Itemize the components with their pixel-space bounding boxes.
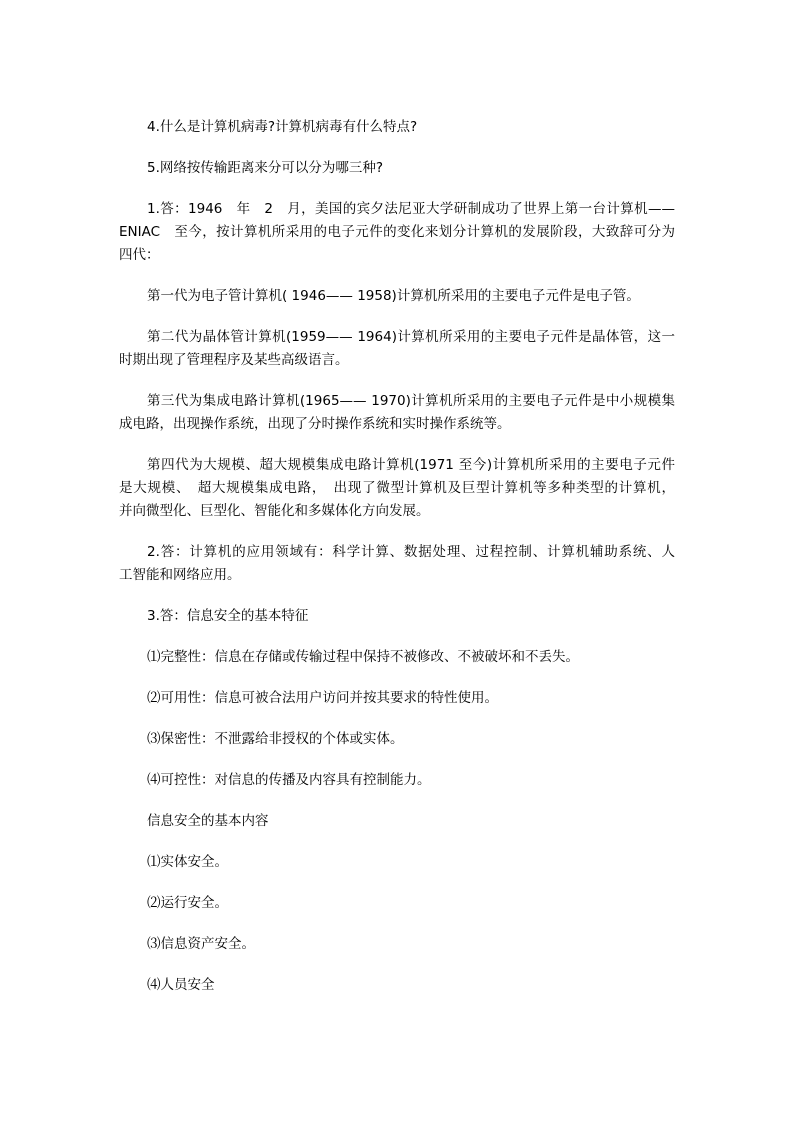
paragraph-line: 时期出现了管理程序及某些高级语言。 (119, 352, 349, 368)
paragraph-line: 是大规模、 超大规模集成电路， 出现了微型计算机及巨型计算机等多种类型的计算机， (119, 480, 675, 496)
document-body (119, 116, 675, 1015)
paragraph (119, 851, 675, 874)
paragraph (119, 157, 675, 180)
paragraph (119, 687, 675, 710)
paragraph-line: 第一代为电子管计算机( 1946—— 1958)计算机所采用的主要电子元件是电子管。 (147, 288, 640, 304)
paragraph-line: 1.答：1946 年 2 月，美国的宾夕法尼亚大学研制成功了世界上第一台计算机—— (147, 201, 675, 217)
paragraph (119, 605, 675, 628)
paragraph (119, 390, 675, 436)
paragraph-line: 3.答：信息安全的基本特征 (147, 608, 309, 624)
paragraph (119, 326, 675, 372)
paragraph (119, 116, 675, 139)
paragraph (119, 454, 675, 523)
paragraph-line: 第三代为集成电路计算机(1965—— 1970)计算机所采用的主要电子元件是中小规模集 (147, 393, 675, 409)
paragraph-line: 4.什么是计算机病毒?计算机病毒有什么特点? (147, 119, 418, 135)
paragraph-line: ⑷人员安全 (147, 977, 215, 993)
paragraph (119, 933, 675, 956)
paragraph-line: 5.网络按传输距离来分可以分为哪三种? (147, 160, 384, 176)
paragraph (119, 728, 675, 751)
paragraph-line: 工智能和网络应用。 (119, 567, 241, 583)
paragraph (119, 285, 675, 308)
paragraph (119, 541, 675, 587)
paragraph-line: ⑶信息资产安全。 (147, 936, 255, 952)
paragraph-line: 信息安全的基本内容 (147, 813, 269, 829)
paragraph (119, 974, 675, 997)
paragraph (119, 810, 675, 833)
paragraph-line: ENIAC 至今，按计算机所采用的电子元件的变化来划分计算机的发展阶段，大致辞可分为 (119, 224, 675, 240)
paragraph-line: ⑴完整性：信息在存储或传输过程中保持不被修改、不被破坏和不丢失。 (147, 649, 579, 665)
paragraph-line: 第四代为大规模、超大规模集成电路计算机(1971 至今)计算机所采用的主要电子元件 (147, 457, 675, 473)
paragraph-line: 并向微型化、巨型化、智能化和多媒体化方向发展。 (119, 503, 430, 519)
paragraph-line: ⑵运行安全。 (147, 895, 228, 911)
paragraph-line: 第二代为晶体管计算机(1959—— 1964)计算机所采用的主要电子元件是晶体管，这一 (147, 329, 675, 345)
paragraph-line: ⑷可控性：对信息的传播及内容具有控制能力。 (147, 772, 431, 788)
paragraph (119, 198, 675, 267)
paragraph-line: 2.答：计算机的应用领域有：科学计算、数据处理、过程控制、计算机辅助系统、人 (147, 544, 675, 560)
paragraph-line: 四代： (119, 247, 160, 263)
paragraph (119, 646, 675, 669)
paragraph-line: ⑴实体安全。 (147, 854, 228, 870)
paragraph-line: ⑵可用性：信息可被合法用户访问并按其要求的特性使用。 (147, 690, 498, 706)
paragraph-line: 成电路，出现操作系统，出现了分时操作系统和实时操作系统等。 (119, 416, 511, 432)
paragraph-line: ⑶保密性：不泄露给非授权的个体或实体。 (147, 731, 404, 747)
paragraph (119, 892, 675, 915)
paragraph (119, 769, 675, 792)
